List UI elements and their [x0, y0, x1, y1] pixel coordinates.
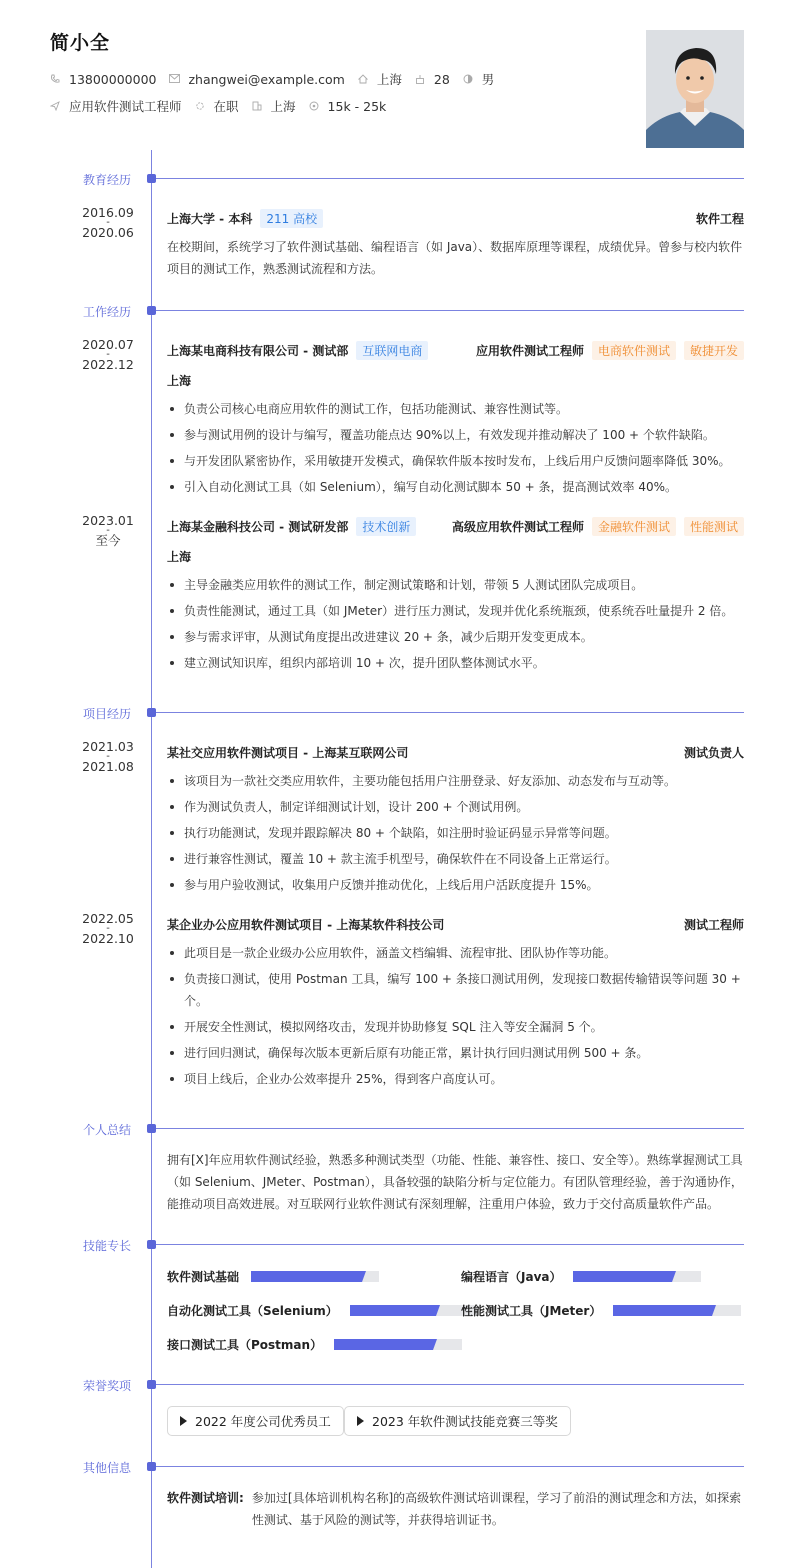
edu-tag: 211 高校: [260, 209, 323, 228]
section-divider: [156, 1244, 744, 1245]
work-1-head: [167, 341, 744, 360]
skill-item: [461, 1302, 741, 1319]
gender-text: 男: [481, 72, 495, 87]
list-item: 负责接口测试，使用 Postman 工具，编写 100 + 条接口测试用例，发现接口数据传输错误等问题 30 + 个。: [167, 968, 744, 1012]
skill-bar-fill: [350, 1305, 436, 1316]
honor-item: [167, 1406, 344, 1436]
honor-text: 2022 年度公司优秀员工: [195, 1414, 331, 1429]
work-1-bullets: [167, 398, 744, 502]
date-dash: -: [106, 525, 110, 536]
skill-item: [167, 1336, 462, 1353]
salary-item: [309, 99, 387, 114]
phone-item: [50, 72, 156, 87]
other-text: 参加过[具体培训机构名称]的高级软件测试培训课程，学习了前沿的测试理念和方法，如探索性测试、基于风险的测试等，并获得培训证书。: [251, 1491, 742, 1527]
email-item: [169, 72, 344, 87]
skill-bar-fill: [573, 1271, 672, 1282]
skill-item: [461, 1268, 701, 1285]
skill-bar: [334, 1339, 462, 1350]
list-item: 主导金融类应用软件的测试工作，制定测试策略和计划，带领 5 人测试团队完成项目。: [167, 574, 744, 596]
honor-item: [344, 1406, 571, 1436]
job-intent-row: [50, 97, 399, 115]
list-item: 参与需求评审，从测试角度提出改进建议 20 + 条，减少后期开发变更成本。: [167, 626, 744, 648]
location-item: [358, 70, 402, 88]
work-1-start: 2020.07: [82, 337, 134, 352]
skill-name: 接口测试工具（Postman）: [167, 1338, 323, 1352]
work-1-tag-a: 电商软件测试: [592, 341, 676, 360]
list-item: 引入自动化测试工具（如 Selenium），编写自动化测试脚本 50 + 条，提高测试效率 40%。: [167, 476, 744, 498]
list-item: 参与测试用例的设计与编写，覆盖功能点达 90%以上，有效发现并推动解决了 100 + 个软件缺陷。: [167, 424, 744, 446]
skill-bar: [251, 1271, 379, 1282]
work-2-city: 上海: [167, 550, 192, 564]
date-dash: -: [106, 923, 110, 934]
list-item: 此项目是一款企业级办公应用软件，涵盖文档编辑、流程审批、团队协作等功能。: [167, 942, 744, 964]
other-info: [167, 1487, 744, 1531]
section-divider: [156, 712, 744, 713]
project-2-end: 2022.10: [82, 931, 134, 946]
project-1-head: [167, 744, 744, 761]
gender-icon: [463, 74, 473, 84]
status-icon: [195, 101, 205, 111]
project-2-title: 某企业办公应用软件测试项目 - 上海某软件科技公司: [167, 918, 445, 932]
work-2-tag: 技术创新: [356, 517, 416, 536]
list-item: 该项目为一款社交类应用软件，主要功能包括用户注册登录、好友添加、动态发布与互动等。: [167, 770, 744, 792]
section-title-honors: 荣誉奖项: [83, 1379, 132, 1393]
triangle-icon: [180, 1416, 187, 1426]
work-2-start: 2023.01: [82, 513, 134, 528]
location-text: 上海: [376, 72, 402, 87]
mail-icon: [169, 74, 179, 84]
list-item: 参与用户验收测试，收集用户反馈并推动优化，上线后用户活跃度提升 15%。: [167, 874, 744, 896]
honor-text: 2023 年软件测试技能竞赛三等奖: [372, 1414, 558, 1429]
date-dash: -: [106, 349, 110, 360]
section-title-project: 项目经历: [83, 707, 132, 721]
work-2-tag-a: 金融软件测试: [592, 517, 676, 536]
salary-icon: [309, 101, 319, 111]
skill-name: 性能测试工具（JMeter）: [461, 1304, 602, 1318]
work-2-bullets: [167, 574, 744, 678]
age-text: 28: [433, 71, 450, 87]
list-item: 开展安全性测试，模拟网络攻击，发现并协助修复 SQL 注入等安全漏洞 5 个。: [167, 1016, 744, 1038]
section-dot: [147, 708, 156, 717]
salary-text: 15k - 25k: [327, 98, 387, 114]
work-2-head: [167, 517, 744, 536]
work-2-company: 上海某金融科技公司 - 测试研发部: [167, 520, 349, 534]
edu-end: 2020.06: [82, 225, 134, 240]
project-2-start: 2022.05: [82, 911, 134, 926]
section-divider: [156, 178, 744, 179]
skill-bar: [350, 1305, 478, 1316]
skill-bar-fill: [334, 1339, 433, 1350]
section-title-other: 其他信息: [83, 1461, 132, 1475]
list-item: 作为测试负责人，制定详细测试计划，设计 200 + 个测试用例。: [167, 796, 744, 818]
list-item: 与开发团队紧密协作，采用敏捷开发模式，确保软件版本按时发布，上线后用户反馈问题率降低 30%。: [167, 450, 744, 472]
contact-row: [50, 70, 507, 88]
skill-bar-fill: [251, 1271, 362, 1282]
list-item: 进行兼容性测试，覆盖 10 + 款主流手机型号，确保软件在不同设备上正常运行。: [167, 848, 744, 870]
edu-head: [167, 209, 744, 228]
work-1-tag-b: 敏捷开发: [684, 341, 744, 360]
project-2-bullets: [167, 942, 744, 1094]
age-icon: [415, 74, 425, 84]
date-dash: -: [106, 751, 110, 762]
edu-start: 2016.09: [82, 205, 134, 220]
timeline-line: [151, 150, 152, 1568]
target-city-item: [252, 97, 296, 115]
project-1-role: 测试负责人: [683, 746, 744, 760]
list-item: 建立测试知识库，组织内部培训 10 + 次，提升团队整体测试水平。: [167, 652, 744, 674]
project-1-bullets: [167, 770, 744, 900]
skill-name: 编程语言（Java）: [461, 1270, 562, 1284]
edu-major: 软件工程: [695, 212, 744, 226]
work-1-company: 上海某电商科技有限公司 - 测试部: [167, 344, 349, 358]
section-dot: [147, 1462, 156, 1471]
list-item: 负责公司核心电商应用软件的测试工作，包括功能测试、兼容性测试等。: [167, 398, 744, 420]
skill-item: [167, 1268, 379, 1285]
send-icon: [50, 101, 60, 111]
phone-text: 13800000000: [69, 71, 157, 87]
section-divider: [156, 1466, 744, 1467]
section-divider: [156, 1384, 744, 1385]
building-icon: [252, 101, 262, 111]
project-1-end: 2021.08: [82, 759, 134, 774]
skill-name: 自动化测试工具（Selenium）: [167, 1304, 338, 1318]
section-dot: [147, 174, 156, 183]
list-item: 负责性能测试，通过工具（如 JMeter）进行压力测试，发现并优化系统瓶颈，使系统吞吐量提升 2 倍。: [167, 600, 744, 622]
phone-icon: [50, 74, 60, 84]
section-title-summary: 个人总结: [83, 1123, 132, 1137]
section-dot: [147, 1240, 156, 1249]
skill-name: 软件测试基础: [167, 1270, 240, 1284]
section-divider: [156, 1128, 744, 1129]
job-target-item: [50, 97, 182, 115]
work-2-date: [80, 515, 136, 547]
edu-desc: 在校期间，系统学习了软件测试基础、编程语言（如 Java）、数据库原理等课程，成绩优异。曾参与校内软件项目的测试工作，熟悉测试流程和方法。: [167, 240, 743, 276]
section-dot: [147, 306, 156, 315]
section-title-skills: 技能专长: [83, 1239, 132, 1253]
age-item: [415, 72, 450, 87]
list-item: 执行功能测试，发现并跟踪解决 80 + 个缺陷，如注册时验证码显示异常等问题。: [167, 822, 744, 844]
skill-item: [167, 1302, 478, 1319]
work-2-tag-b: 性能测试: [684, 517, 744, 536]
project-2-role: 测试工程师: [683, 918, 744, 932]
triangle-icon: [357, 1416, 364, 1426]
edu-title: 上海大学 - 本科: [167, 212, 253, 226]
work-1-role: 应用软件测试工程师: [475, 344, 584, 358]
work-2-end: 至今: [95, 533, 121, 548]
status-item: [195, 97, 239, 115]
home-icon: [358, 74, 368, 84]
project-1-title: 某社交应用软件测试项目 - 上海某互联网公司: [167, 746, 409, 760]
project-1-date: [80, 741, 136, 773]
summary-text: 拥有[X]年应用软件测试经验，熟悉多种测试类型（功能、性能、兼容性、接口、安全等）。熟练掌握测试工具（如 Selenium、JMeter、Postman），具备较强的缺陷分析与定位能力。有团队管理经验，善于沟通协作，能推动项目高效进展。对互联网行业软件测试有深刻理解，注重用户体验，致力于交付高质量软件产品。: [167, 1153, 743, 1211]
list-item: 进行回归测试，确保每次版本更新后原有功能正常，累计执行回归测试用例 500 + 条。: [167, 1042, 744, 1064]
project-1-start: 2021.03: [82, 739, 134, 754]
skill-bar: [613, 1305, 741, 1316]
profile-photo: [646, 30, 744, 148]
candidate-name: 简小全: [50, 32, 111, 54]
work-1-date: [80, 339, 136, 371]
section-title-work: 工作经历: [83, 305, 132, 319]
gender-item: [463, 70, 495, 88]
date-dash: -: [106, 217, 110, 228]
project-2-date: [80, 913, 136, 945]
work-1-city: 上海: [167, 374, 192, 388]
project-2-head: [167, 916, 744, 933]
work-2-role: 高级应用软件测试工程师: [451, 520, 584, 534]
section-dot: [147, 1380, 156, 1389]
work-1-tag: 互联网电商: [356, 341, 428, 360]
skill-bar: [573, 1271, 701, 1282]
status-text: 在职: [213, 99, 239, 114]
section-dot: [147, 1124, 156, 1133]
section-title-education: 教育经历: [83, 173, 132, 187]
other-label: 软件测试培训:: [167, 1491, 244, 1505]
list-item: 项目上线后，企业办公效率提升 25%，得到客户高度认可。: [167, 1068, 744, 1090]
skill-bar-fill: [613, 1305, 712, 1316]
work-1-end: 2022.12: [82, 357, 134, 372]
target-city-text: 上海: [270, 99, 296, 114]
email-text: zhangwei@example.com: [188, 71, 345, 87]
job-target-text: 应用软件测试工程师: [69, 99, 182, 114]
section-divider: [156, 310, 744, 311]
edu-date: [80, 207, 136, 239]
